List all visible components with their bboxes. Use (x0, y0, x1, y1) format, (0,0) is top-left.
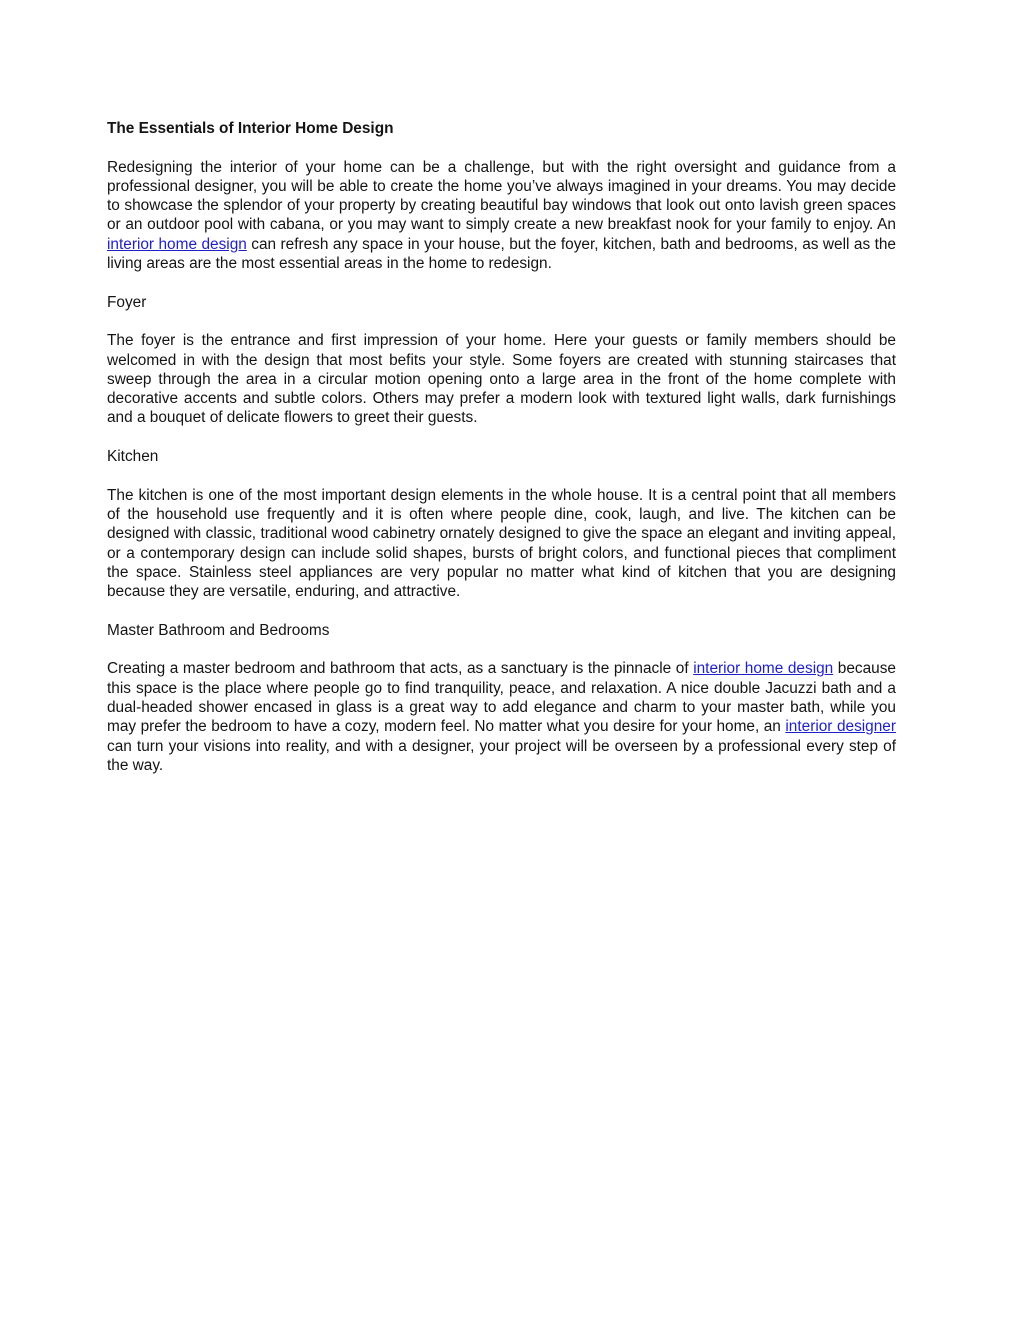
document-page (107, 119, 896, 794)
foyer-paragraph: The foyer is the entrance and first impression of your home. Here your guests or family members should be welcomed in with the design that most befits your style. Some foyers are created with stunning staircases that sweep through the area in a circular motion opening onto a large area in the front of the home complete with decorative accents and subtle colors. Others may prefer a modern look with textured light walls, dark furnishings and a bouquet of delicate flowers to greet their guests. (107, 332, 896, 427)
kitchen-heading: Kitchen (107, 448, 159, 466)
interior-designer-link[interactable]: interior designer (785, 718, 896, 736)
intro-text-1: Redesigning the interior of your home can be a challenge, but with the right oversight and guidance from a professional designer, you will be able to create the home you’ve always imagined in your dreams. You may decide to showcase the splendor of your property by creating beautiful bay windows that look out onto lavish green spaces or an outdoor pool with cabana, or you may want to simply create a new breakfast nook for your family to enjoy. An (107, 158, 896, 234)
intro-paragraph (107, 158, 896, 274)
master-text-3: can turn your visions into reality, and with a designer, your project will be overseen by a professional every step of the way. (107, 737, 896, 774)
document-title: The Essentials of Interior Home Design (107, 120, 394, 137)
intro-text-2: can refresh any space in your house, but the foyer, kitchen, bath and bedrooms, as well as the living areas are the most essential areas in the home to redesign. (107, 235, 896, 273)
master-text-2: because this space is the place where people go to find tranquility, peace, and relaxation. A nice double Jacuzzi bath and a dual-headed shower encased in glass is a great way to add elegance and charm to your master bath, while you may prefer the bedroom to have a cozy, modern feel. No matter what you desire for your home, an (107, 660, 896, 736)
foyer-heading: Foyer (107, 293, 147, 311)
master-heading: Master Bathroom and Bedrooms (107, 621, 330, 639)
kitchen-paragraph: The kitchen is one of the most important design elements in the whole house. It is a central point that all members of the household use frequently and it is often where people dine, cook, laugh, and live. The kitchen can be designed with classic, traditional wood cabinetry ornately designed to give the space an elegant and inviting appeal, or a contemporary design can include solid shapes, bursts of bright colors, and functional pieces that compliment the space. Stainless steel appliances are very popular no matter what kind of kitchen that you are designing because they are versatile, enduring, and attractive. (107, 486, 896, 601)
master-paragraph (107, 659, 896, 775)
interior-home-design-link[interactable]: interior home design (107, 235, 247, 253)
interior-home-design-link-2[interactable]: interior home design (693, 660, 834, 678)
master-text-1: Creating a master bedroom and bathroom that acts, as a sanctuary is the pinnacle of (107, 660, 694, 678)
